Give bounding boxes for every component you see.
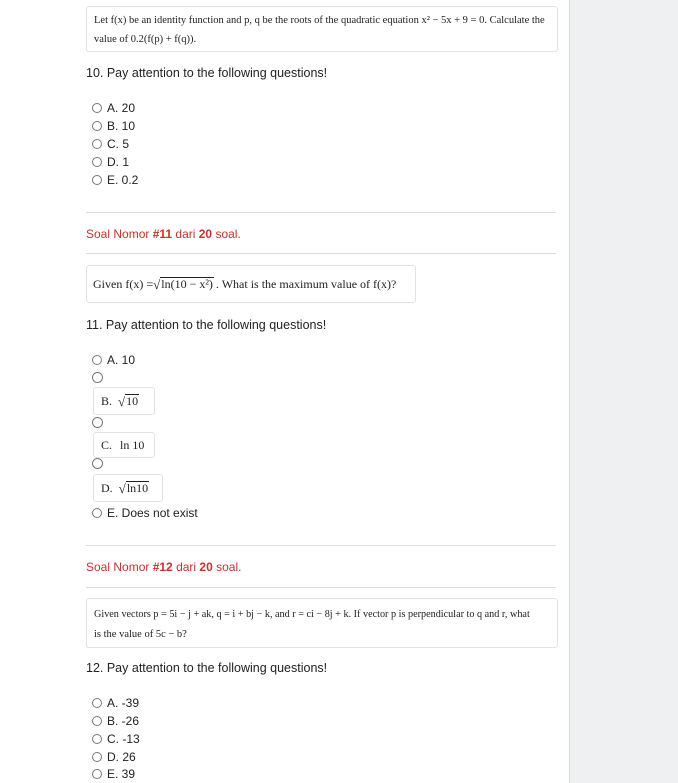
sqrt-symbol: √ ln(10 − x²) [153, 276, 213, 293]
right-sidebar [570, 0, 678, 783]
soal-prefix: Soal Nomor [86, 227, 153, 241]
divider [86, 587, 556, 588]
soal-total: 20 [198, 227, 213, 241]
q10-option-e[interactable] [92, 173, 138, 187]
option-label: E. 0.2 [107, 173, 139, 187]
option-text: ln 10 [120, 437, 145, 452]
q11-problem-text-a: Given f(x) = [93, 276, 154, 291]
radio-icon[interactable] [92, 139, 102, 149]
option-label: A. 10 [107, 353, 136, 367]
q11-option-c-radio[interactable] [92, 417, 103, 428]
q11-option-c-box[interactable] [93, 432, 155, 458]
divider [86, 253, 556, 254]
q12-option-e[interactable] [92, 767, 135, 781]
soal-prefix: Soal Nomor [86, 560, 153, 574]
radio-icon[interactable] [92, 698, 102, 708]
option-label: C. -13 [107, 732, 140, 746]
option-radicand: ln10 [126, 480, 149, 495]
q10-problem-line1: Let f(x) be an identity function and p, q be the roots of the quadratic equation x² − 5x + 9 = 0. Calculate the [94, 15, 545, 26]
radio-icon[interactable] [92, 508, 102, 518]
q11-problem-box [86, 265, 416, 303]
divider [86, 545, 556, 546]
q11-problem-text-b: . What is the maximum value of f(x)? [215, 276, 397, 291]
radio-icon[interactable] [92, 175, 102, 185]
q10-option-a[interactable] [92, 101, 135, 115]
q10-problem-line2: value of 0.2(f(p) + f(q)). [94, 34, 197, 45]
divider [86, 212, 556, 213]
soal-number: #12 [152, 560, 173, 574]
soal-11-header [86, 227, 241, 241]
q12-option-b[interactable] [92, 714, 139, 728]
q10-problem-box [86, 6, 558, 52]
q11-option-b-radio[interactable] [92, 372, 103, 383]
option-label: B. -26 [107, 714, 140, 728]
option-label: C. 5 [107, 137, 130, 151]
option-radicand: 10 [126, 393, 139, 408]
q12-option-a[interactable] [92, 696, 139, 710]
q12-option-d[interactable] [92, 750, 136, 764]
option-label: E. Does not exist [107, 506, 198, 520]
soal-number: #11 [152, 227, 173, 241]
q11-option-b-box[interactable] [93, 387, 155, 415]
q10-option-d[interactable] [92, 155, 129, 169]
q12-problem-box [86, 598, 558, 648]
radio-icon[interactable] [92, 716, 102, 726]
option-label: C. [101, 437, 113, 452]
radio-icon[interactable] [92, 355, 102, 365]
q12-option-c[interactable] [92, 732, 140, 746]
q11-title: 11. Pay attention to the following questions! [86, 318, 327, 332]
option-label: A. 20 [107, 101, 136, 115]
q10-title: 10. Pay attention to the following questions! [86, 66, 328, 80]
q12-problem-line2: is the value of 5c − b? [94, 629, 187, 640]
soal-mid: dari [172, 560, 200, 574]
q11-option-a[interactable] [92, 353, 135, 367]
q12-problem-line1: Given vectors p = 5i − j + ak, q = i + bj − k, and r = ci − 8j + k. If vector p is perpendicular to q and r, what [94, 609, 530, 620]
option-label: E. 39 [107, 767, 136, 781]
radio-icon[interactable] [92, 734, 102, 744]
option-label: B. [101, 393, 113, 408]
soal-mid: dari [172, 227, 199, 241]
q10-option-b[interactable] [92, 119, 135, 133]
option-label: A. -39 [107, 696, 140, 710]
soal-12-header [86, 560, 241, 574]
radio-icon[interactable] [92, 752, 102, 762]
option-label: D. [101, 480, 113, 495]
soal-suffix: soal. [212, 560, 242, 574]
q11-problem-radicand: ln(10 − x²) [161, 276, 213, 291]
q11-option-d-box[interactable] [93, 474, 163, 502]
option-label: D. 1 [107, 155, 130, 169]
q11-option-e[interactable] [92, 506, 198, 520]
q10-option-c[interactable] [92, 137, 129, 151]
q12-title: 12. Pay attention to the following questions! [86, 661, 328, 675]
option-label: B. 10 [107, 119, 136, 133]
radio-icon[interactable] [92, 769, 102, 779]
radio-icon[interactable] [92, 157, 102, 167]
soal-suffix: soal. [212, 227, 241, 241]
q11-option-d-radio[interactable] [92, 458, 103, 469]
option-label: D. 26 [107, 750, 136, 764]
sqrt-symbol: √ ln10 [118, 480, 149, 497]
radio-icon[interactable] [92, 103, 102, 113]
soal-total: 20 [199, 560, 213, 574]
sqrt-symbol: √ 10 [118, 393, 139, 410]
radio-icon[interactable] [92, 121, 102, 131]
